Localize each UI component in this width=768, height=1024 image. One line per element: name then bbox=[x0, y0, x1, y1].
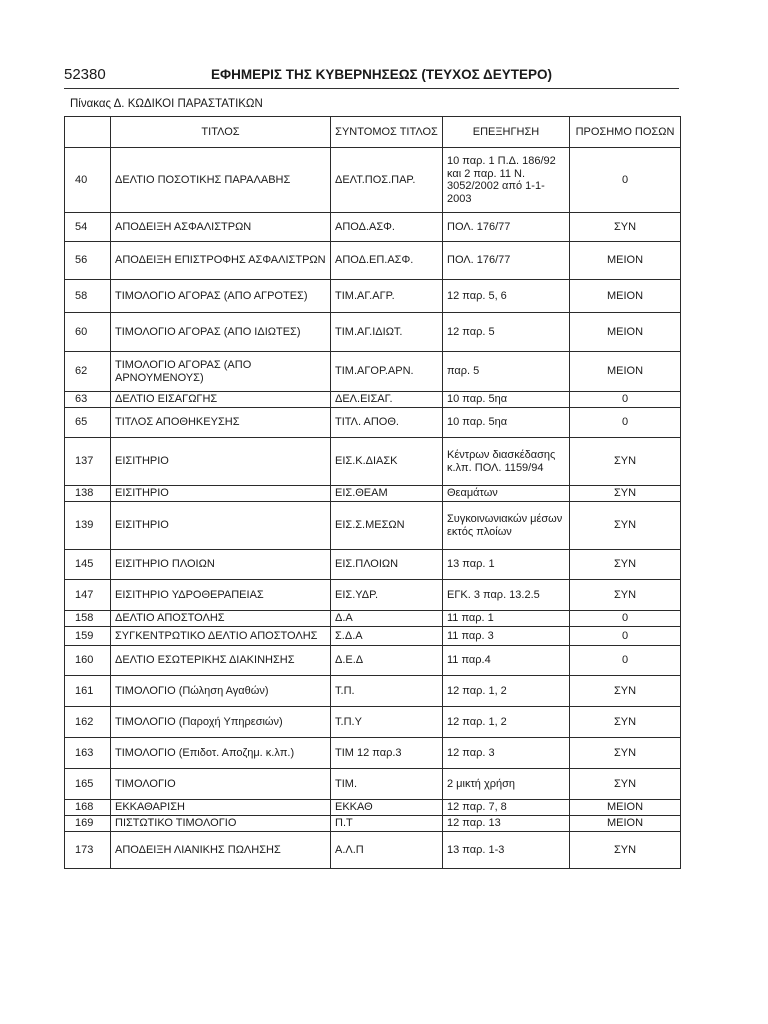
cell-amount-sign: ΣΥΝ bbox=[570, 580, 681, 611]
cell-code: 138 bbox=[65, 486, 111, 502]
cell-code: 54 bbox=[65, 213, 111, 242]
cell-title: ΔΕΛΤΙΟ ΑΠΟΣΤΟΛΗΣ bbox=[111, 611, 331, 627]
table-row bbox=[65, 438, 681, 486]
cell-amount-sign: ΣΥΝ bbox=[570, 438, 681, 486]
cell-code: 162 bbox=[65, 707, 111, 738]
cell-title: ΤΙΜΟΛΟΓΙΟ ΑΓΟΡΑΣ (ΑΠΟ ΑΓΡΟΤΕΣ) bbox=[111, 280, 331, 313]
cell-code: 161 bbox=[65, 676, 111, 707]
cell-title: ΔΕΛΤΙΟ ΕΙΣΑΓΩΓΗΣ bbox=[111, 392, 331, 408]
cell-short-title: ΕΚΚΑΘ bbox=[331, 800, 443, 816]
cell-short-title: Δ.Ε.Δ bbox=[331, 646, 443, 676]
cell-code: 159 bbox=[65, 627, 111, 646]
cell-code: 40 bbox=[65, 148, 111, 213]
table-row bbox=[65, 580, 681, 611]
cell-title: ΑΠΟΔΕΙΞΗ ΕΠΙΣΤΡΟΦΗΣ ΑΣΦΑΛΙΣΤΡΩΝ bbox=[111, 242, 331, 280]
table-row bbox=[65, 213, 681, 242]
cell-title: ΔΕΛΤΙΟ ΕΣΩΤΕΡΙΚΗΣ ΔΙΑΚΙΝΗΣΗΣ bbox=[111, 646, 331, 676]
cell-short-title: ΔΕΛΤ.ΠΟΣ.ΠΑΡ. bbox=[331, 148, 443, 213]
document-codes-table bbox=[64, 116, 681, 869]
table-row bbox=[65, 148, 681, 213]
cell-short-title: ΤΙΜ 12 παρ.3 bbox=[331, 738, 443, 769]
cell-explanation: Κέντρων διασκέδασης κ.λπ. ΠΟΛ. 1159/94 bbox=[443, 438, 570, 486]
table-body bbox=[65, 148, 681, 869]
table-row bbox=[65, 676, 681, 707]
cell-title: ΕΙΣΙΤΗΡΙΟ ΥΔΡΟΘΕΡΑΠΕΙΑΣ bbox=[111, 580, 331, 611]
cell-short-title: ΑΠΟΔ.ΑΣΦ. bbox=[331, 213, 443, 242]
cell-code: 60 bbox=[65, 313, 111, 352]
cell-code: 145 bbox=[65, 550, 111, 580]
table-row bbox=[65, 550, 681, 580]
cell-explanation: ΕΓΚ. 3 παρ. 13.2.5 bbox=[443, 580, 570, 611]
table-row bbox=[65, 816, 681, 832]
cell-amount-sign: ΣΥΝ bbox=[570, 550, 681, 580]
cell-explanation: 10 παρ. 5ηα bbox=[443, 408, 570, 438]
cell-code: 165 bbox=[65, 769, 111, 800]
table-row bbox=[65, 646, 681, 676]
cell-explanation: 13 παρ. 1-3 bbox=[443, 832, 570, 869]
cell-title: ΕΙΣΙΤΗΡΙΟ ΠΛΟΙΩΝ bbox=[111, 550, 331, 580]
cell-short-title: ΤΙΜ.ΑΓΟΡ.ΑΡΝ. bbox=[331, 352, 443, 392]
cell-code: 147 bbox=[65, 580, 111, 611]
cell-amount-sign: ΜΕΙΟΝ bbox=[570, 800, 681, 816]
table-row bbox=[65, 800, 681, 816]
cell-short-title: ΕΙΣ.ΥΔΡ. bbox=[331, 580, 443, 611]
cell-amount-sign: 0 bbox=[570, 627, 681, 646]
table-row bbox=[65, 392, 681, 408]
cell-explanation: 11 παρ.4 bbox=[443, 646, 570, 676]
table-row bbox=[65, 707, 681, 738]
cell-amount-sign: ΜΕΙΟΝ bbox=[570, 313, 681, 352]
cell-explanation: παρ. 5 bbox=[443, 352, 570, 392]
cell-explanation: 10 παρ. 5ηα bbox=[443, 392, 570, 408]
table-row bbox=[65, 627, 681, 646]
cell-amount-sign: 0 bbox=[570, 148, 681, 213]
table-row bbox=[65, 408, 681, 438]
cell-amount-sign: ΣΥΝ bbox=[570, 738, 681, 769]
cell-code: 173 bbox=[65, 832, 111, 869]
cell-amount-sign: ΜΕΙΟΝ bbox=[570, 352, 681, 392]
cell-short-title: Τ.Π.Υ bbox=[331, 707, 443, 738]
cell-code: 137 bbox=[65, 438, 111, 486]
cell-explanation: ΠΟΛ. 176/77 bbox=[443, 213, 570, 242]
cell-code: 139 bbox=[65, 502, 111, 550]
cell-explanation: ΠΟΛ. 176/77 bbox=[443, 242, 570, 280]
column-header-explanation: ΕΠΕΞΗΓΗΣΗ bbox=[443, 117, 570, 148]
column-header-short-title: ΣΥΝΤΟΜΟΣ ΤΙΤΛΟΣ bbox=[331, 117, 443, 148]
cell-code: 62 bbox=[65, 352, 111, 392]
cell-title: ΔΕΛΤΙΟ ΠΟΣΟΤΙΚΗΣ ΠΑΡΑΛΑΒΗΣ bbox=[111, 148, 331, 213]
cell-short-title: ΤΙΜ.ΑΓ.ΙΔΙΩΤ. bbox=[331, 313, 443, 352]
cell-amount-sign: 0 bbox=[570, 646, 681, 676]
cell-amount-sign: ΣΥΝ bbox=[570, 707, 681, 738]
journal-title: ΕΦΗΜΕΡΙΣ ΤΗΣ ΚΥΒΕΡΝΗΣΕΩΣ (ΤΕΥΧΟΣ ΔΕΥΤΕΡΟ) bbox=[211, 67, 552, 82]
cell-short-title: ΕΙΣ.Κ.ΔΙΑΣΚ bbox=[331, 438, 443, 486]
cell-short-title: Π.Τ bbox=[331, 816, 443, 832]
cell-amount-sign: ΜΕΙΟΝ bbox=[570, 816, 681, 832]
cell-title: ΣΥΓΚΕΝΤΡΩΤΙΚΟ ΔΕΛΤΙΟ ΑΠΟΣΤΟΛΗΣ bbox=[111, 627, 331, 646]
column-header-code bbox=[65, 117, 111, 148]
cell-short-title: ΤΙΜ. bbox=[331, 769, 443, 800]
cell-short-title: ΕΙΣ.ΘΕΑΜ bbox=[331, 486, 443, 502]
table-row bbox=[65, 502, 681, 550]
cell-short-title: Τ.Π. bbox=[331, 676, 443, 707]
cell-short-title: ΕΙΣ.Σ.ΜΕΣΩΝ bbox=[331, 502, 443, 550]
cell-explanation: Συγκοινωνιακών μέσων εκτός πλοίων bbox=[443, 502, 570, 550]
table-row bbox=[65, 352, 681, 392]
cell-title: ΕΙΣΙΤΗΡΙΟ bbox=[111, 438, 331, 486]
cell-explanation: 12 παρ. 5 bbox=[443, 313, 570, 352]
cell-code: 65 bbox=[65, 408, 111, 438]
column-header-title: ΤΙΤΛΟΣ bbox=[111, 117, 331, 148]
cell-title: ΑΠΟΔΕΙΞΗ ΛΙΑΝΙΚΗΣ ΠΩΛΗΣΗΣ bbox=[111, 832, 331, 869]
column-header-amount-sign: ΠΡΟΣΗΜΟ ΠΟΣΩΝ bbox=[570, 117, 681, 148]
cell-explanation: 12 παρ. 7, 8 bbox=[443, 800, 570, 816]
cell-explanation: 12 παρ. 1, 2 bbox=[443, 707, 570, 738]
table-row bbox=[65, 486, 681, 502]
table-row bbox=[65, 313, 681, 352]
page-header bbox=[64, 66, 679, 88]
cell-short-title: Δ.Α bbox=[331, 611, 443, 627]
cell-explanation: 13 παρ. 1 bbox=[443, 550, 570, 580]
table-row bbox=[65, 242, 681, 280]
cell-explanation: 12 παρ. 3 bbox=[443, 738, 570, 769]
cell-amount-sign: ΣΥΝ bbox=[570, 213, 681, 242]
table-row bbox=[65, 769, 681, 800]
cell-code: 168 bbox=[65, 800, 111, 816]
cell-code: 58 bbox=[65, 280, 111, 313]
cell-amount-sign: ΜΕΙΟΝ bbox=[570, 280, 681, 313]
table-row bbox=[65, 280, 681, 313]
cell-code: 158 bbox=[65, 611, 111, 627]
cell-short-title: ΔΕΛ.ΕΙΣΑΓ. bbox=[331, 392, 443, 408]
cell-amount-sign: ΣΥΝ bbox=[570, 486, 681, 502]
cell-code: 56 bbox=[65, 242, 111, 280]
cell-amount-sign: ΣΥΝ bbox=[570, 832, 681, 869]
table-row bbox=[65, 738, 681, 769]
cell-explanation: 11 παρ. 3 bbox=[443, 627, 570, 646]
table-row bbox=[65, 611, 681, 627]
cell-short-title: ΕΙΣ.ΠΛΟΙΩΝ bbox=[331, 550, 443, 580]
cell-explanation: 12 παρ. 5, 6 bbox=[443, 280, 570, 313]
table-caption: Πίνακας Δ. ΚΩΔΙΚΟΙ ΠΑΡΑΣΤΑΤΙΚΩΝ bbox=[70, 98, 263, 110]
cell-title: ΑΠΟΔΕΙΞΗ ΑΣΦΑΛΙΣΤΡΩΝ bbox=[111, 213, 331, 242]
cell-amount-sign: ΣΥΝ bbox=[570, 676, 681, 707]
cell-title: ΠΙΣΤΩΤΙΚΟ ΤΙΜΟΛΟΓΙΟ bbox=[111, 816, 331, 832]
cell-short-title: Α.Λ.Π bbox=[331, 832, 443, 869]
cell-explanation: Θεαμάτων bbox=[443, 486, 570, 502]
page-number: 52380 bbox=[64, 66, 106, 83]
cell-title: ΤΙΜΟΛΟΓΙΟ bbox=[111, 769, 331, 800]
cell-title: ΤΙΜΟΛΟΓΙΟ (Πώληση Αγαθών) bbox=[111, 676, 331, 707]
table-row bbox=[65, 832, 681, 869]
cell-short-title: ΤΙΜ.ΑΓ.ΑΓΡ. bbox=[331, 280, 443, 313]
cell-amount-sign: ΣΥΝ bbox=[570, 769, 681, 800]
cell-title: ΤΙΜΟΛΟΓΙΟ ΑΓΟΡΑΣ (ΑΠΟ ΑΡΝΟΥΜΕΝΟΥΣ) bbox=[111, 352, 331, 392]
table-header-row bbox=[65, 117, 681, 148]
cell-code: 160 bbox=[65, 646, 111, 676]
cell-amount-sign: 0 bbox=[570, 408, 681, 438]
cell-explanation: 10 παρ. 1 Π.Δ. 186/92 και 2 παρ. 11 Ν. 3052/2002 από 1-1-2003 bbox=[443, 148, 570, 213]
cell-short-title: Σ.Δ.Α bbox=[331, 627, 443, 646]
cell-short-title: ΑΠΟΔ.ΕΠ.ΑΣΦ. bbox=[331, 242, 443, 280]
cell-code: 169 bbox=[65, 816, 111, 832]
cell-code: 163 bbox=[65, 738, 111, 769]
cell-title: ΤΙΜΟΛΟΓΙΟ ΑΓΟΡΑΣ (ΑΠΟ ΙΔΙΩΤΕΣ) bbox=[111, 313, 331, 352]
cell-title: ΕΚΚΑΘΑΡΙΣΗ bbox=[111, 800, 331, 816]
cell-amount-sign: ΣΥΝ bbox=[570, 502, 681, 550]
cell-explanation: 12 παρ. 13 bbox=[443, 816, 570, 832]
cell-short-title: ΤΙΤΛ. ΑΠΟΘ. bbox=[331, 408, 443, 438]
cell-amount-sign: ΜΕΙΟΝ bbox=[570, 242, 681, 280]
cell-explanation: 12 παρ. 1, 2 bbox=[443, 676, 570, 707]
cell-title: ΤΙΤΛΟΣ ΑΠΟΘΗΚΕΥΣΗΣ bbox=[111, 408, 331, 438]
cell-explanation: 2 μικτή χρήση bbox=[443, 769, 570, 800]
cell-explanation: 11 παρ. 1 bbox=[443, 611, 570, 627]
cell-amount-sign: 0 bbox=[570, 611, 681, 627]
cell-title: ΕΙΣΙΤΗΡΙΟ bbox=[111, 502, 331, 550]
cell-title: ΕΙΣΙΤΗΡΙΟ bbox=[111, 486, 331, 502]
cell-amount-sign: 0 bbox=[570, 392, 681, 408]
cell-code: 63 bbox=[65, 392, 111, 408]
header-rule bbox=[64, 88, 679, 89]
cell-title: ΤΙΜΟΛΟΓΙΟ (Επιδοτ. Αποζημ. κ.λπ.) bbox=[111, 738, 331, 769]
cell-title: ΤΙΜΟΛΟΓΙΟ (Παροχή Υπηρεσιών) bbox=[111, 707, 331, 738]
